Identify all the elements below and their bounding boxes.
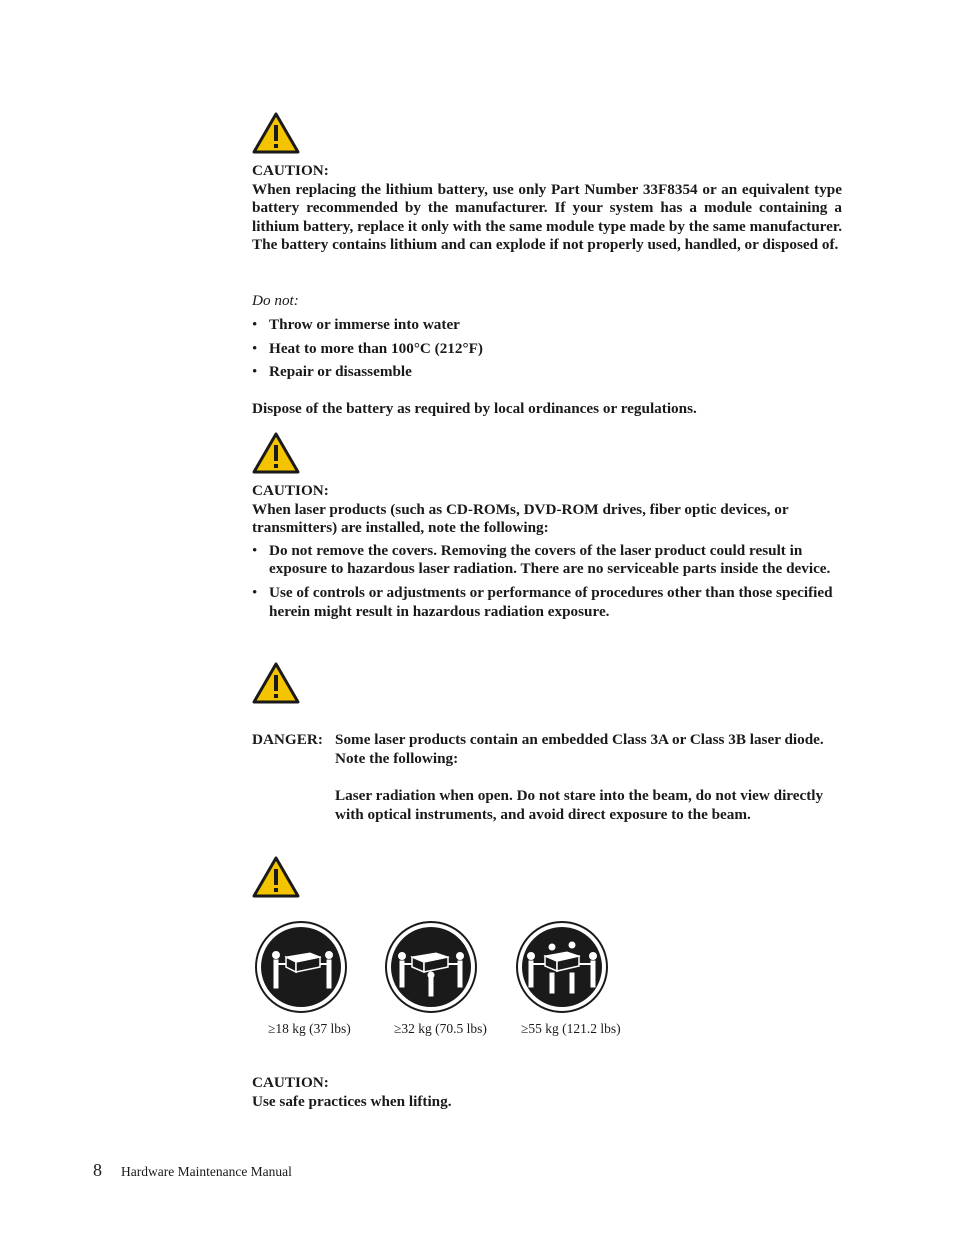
caution-lifting-section bbox=[252, 1074, 842, 1111]
list-item: • Heat to more than 100°C (212°F) bbox=[252, 339, 483, 357]
danger-laser-section bbox=[252, 731, 842, 851]
list-item: • Use of controls or adjustments or performance of procedures other than those specified herein might result in hazardous radiation exposure. bbox=[252, 583, 833, 620]
danger-text-1: Some laser products contain an embedded Class 3A or Class 3B laser diode. Note the following: bbox=[335, 731, 824, 767]
page-number: 8 bbox=[93, 1160, 102, 1180]
warning-triangle-icon bbox=[252, 432, 300, 474]
two-person-lift-icon bbox=[254, 920, 348, 1014]
caution-laser-paragraph: When laser products (such as CD-ROMs, DVD-ROM drives, fiber optic devices, or transmitters) are installed, note the following: bbox=[252, 500, 789, 537]
four-person-lift-icon bbox=[515, 920, 609, 1014]
do-not-heading bbox=[252, 292, 842, 310]
dispose-battery-text: Dispose of the battery as required by local ordinances or regulations. bbox=[252, 400, 697, 417]
list-item: • Repair or disassemble bbox=[252, 363, 412, 381]
caution-label: CAUTION: bbox=[252, 1074, 329, 1091]
three-person-lift-icon bbox=[384, 920, 478, 1014]
danger-text-2: Laser radiation when open. Do not stare into the beam, do not view directly with optical instruments, and avoid direct exposure to the beam. bbox=[335, 787, 824, 823]
list-item: • Do not remove the covers. Removing the covers of the laser product could result in exposure to hazardous laser radiation. There are no serviceable parts inside the device. bbox=[252, 541, 831, 578]
manual-title: Hardware Maintenance Manual bbox=[121, 1164, 292, 1179]
do-not-label: Do not: bbox=[252, 292, 299, 309]
caution-lifting-text: Use safe practices when lifting. bbox=[252, 1092, 452, 1110]
list-item: • Throw or immerse into water bbox=[252, 316, 460, 333]
caution-laser-section bbox=[252, 482, 842, 621]
caution-label: CAUTION: bbox=[252, 162, 329, 179]
danger-label: DANGER: bbox=[252, 731, 323, 748]
warning-triangle-icon bbox=[252, 112, 300, 154]
battery-do-not-list bbox=[252, 316, 842, 382]
caution-battery-section bbox=[252, 162, 842, 255]
caution-battery-paragraph: When replacing the lithium battery, use only Part Number 33F8354 or an equivalent type battery recommended by the manufacturer. If your system has a module containing a lithium battery, replace it only with the same module type made by the same manufacturer. The battery contains lithium and can explode if not properly used, handled, or disposed of. bbox=[252, 180, 842, 254]
lift-weight-label: ≥18 kg (37 lbs) bbox=[268, 1021, 351, 1036]
warning-triangle-icon bbox=[252, 856, 300, 898]
caution-label: CAUTION: bbox=[252, 482, 329, 499]
warning-triangle-icon bbox=[252, 662, 300, 704]
lift-weight-label: ≥32 kg (70.5 lbs) bbox=[394, 1021, 487, 1036]
lift-weight-label: ≥55 kg (121.2 lbs) bbox=[521, 1021, 621, 1036]
